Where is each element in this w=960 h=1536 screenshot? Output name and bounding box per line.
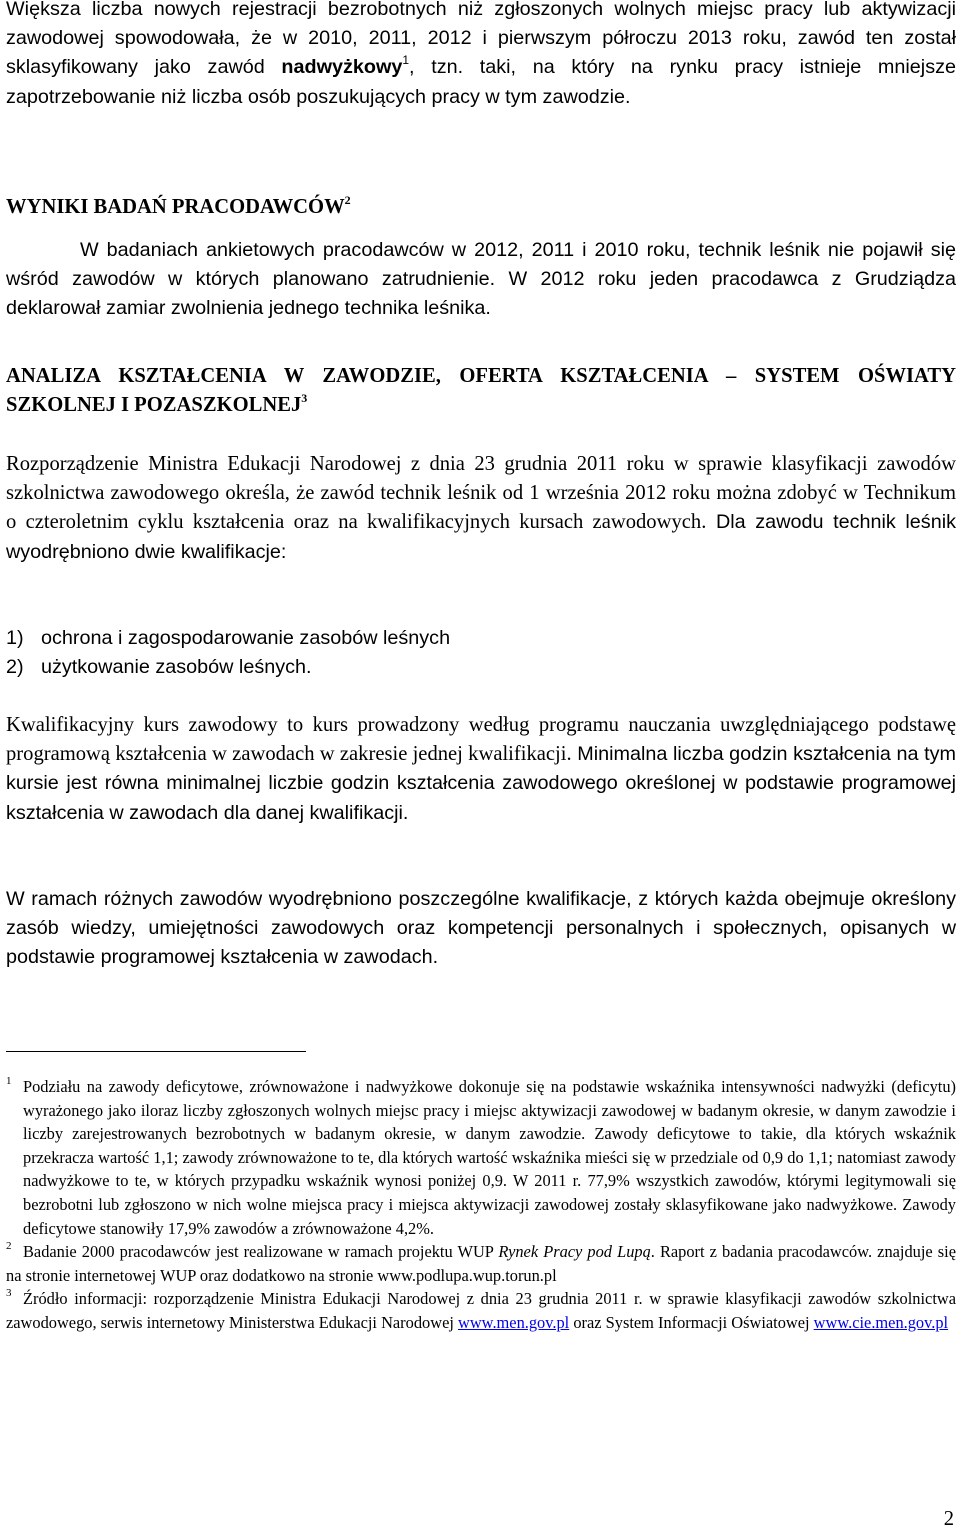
section-heading-education-analysis: ANALIZA KSZTAŁCENIA W ZAWODZIE, OFERTA KSZTAŁCENIA – SYSTEM OŚWIATY SZKOLNEJ I POZASZKOLNEJ$^3$ (6, 365, 956, 417)
intro-paragraph (6, 0, 956, 112)
list-item: 1) ochrona i zagospodarowanie zasobów leśnych (6, 627, 451, 649)
qualifications-list (6, 624, 956, 682)
footnote-ref-1: 1 (402, 53, 410, 68)
employer-survey-paragraph (6, 236, 956, 324)
regulation-paragraph (6, 450, 956, 567)
employer-survey-text-1: W badaniach ankietowych pracodawców w 2012, 2011 i 2010 roku, technik leśnik nie pojawił się wśród zawodów w których planowano zatrudnienie. (6, 239, 956, 291)
footnote-3-mark: 3 (6, 1287, 12, 1300)
course-text-1: Kwalifikacyjny kurs zawodowy to kurs prowadzony według programu nauczania uwzględniającego podstawę programową kształcenia w zawodach w zakresie jednej kwalifikacji. (6, 714, 956, 766)
employer-survey-text-2: W 2012 roku jeden pracodawca z Grudziądza deklarował zamiar zwolnienia jednego technika leśnika. (6, 268, 956, 320)
footnote-separator (6, 1051, 306, 1052)
page-number: 2 (943, 1508, 954, 1530)
course-paragraph (6, 711, 956, 828)
intro-text-2: , tzn. taki, na który na rynku pracy istnieje mniejsze zapotrzebowanie niż liczba osób poszukujących pracy w tym zawodzie. (6, 56, 956, 108)
section-heading-employer-surveys: WYNIKI BADAŃ PRACODAWCÓW$^2$ (6, 193, 351, 218)
footnotes (6, 1075, 956, 1335)
footnote-1-text: Podziału na zawody deficytowe, zrównoważone i nadwyżkowe dokonuje się na podstawie wskaźnika intensywności nadwyżki (deficytu) wyrażonego jako iloraz liczby zgłoszonych wolnych miejsc pracy i miejsc aktywizacji zawodowej w badanym okresie, w danym zawodzie i liczby zarejestrowanych bezrobotnych w badanym okresie, w danym zawodzie. Zawody deficytowe to takie, dla których wskaźnik przekracza wartość 1,1; zawody zrównoważone to te, dla których wartość wskaźnika mieści się w przedziale od 0,9 do 1,1; natomiast zawody nadwyżkowe to te, w których przypadku wskaźnik wynosi poniżej 0,9. W 2011 r. 77,9% wszystkich zawodów, którymi legitymowali się bezrobotni lub zgłoszono w nich wolne miejsca pracy i miejsca aktywizacji zawodowej zostały sklasyfikowane jako nadwyżkowe. Zawody deficytowe stanowiły 17,9% zawodów a zrównoważone 4,2%. (23, 1077, 956, 1238)
course-text-2: Minimalna liczba godzin kształcenia na tym kursie jest równa minimalnej liczbie godzin kształcenia zawodowego określonej w podstawie programowej kształcenia w zawodach dla danej kwalifikacji. (6, 743, 956, 824)
footnote-ref-2: 2 (344, 193, 351, 207)
footnote-2-mark: 2 (6, 1240, 12, 1253)
list-item: 2) użytkowanie zasobów leśnych. (6, 656, 312, 679)
men-link[interactable]: www.men.gov.pl (458, 1312, 570, 1332)
qualifications-paragraph: W ramach różnych zawodów wyodrębniono poszczególne kwalifikacje, z których każda obejmuje określony zasób wiedzy, umiejętności zawodowych oraz kompetencji personalnych i społecznych, opisanych w podstawie programowej kształcenia w zawodach. (6, 888, 956, 969)
intro-bold-term: nadwyżkowy (281, 56, 403, 79)
footnote-3: 3 Źródło informacji: rozporządzenie Ministra Edukacji Narodowej z dnia 23 grudnia 2011 r. w sprawie klasyfikacji zawodów szkolnictwa zawodowego, serwis internetowy Ministerstwa Edukacji Narodowej www.men.gov.pl oraz System Informacji Oświatowej www.cie.men.gov.pl (6, 1287, 956, 1334)
intro-text-1: Większa liczba nowych rejestracji bezrobotnych niż zgłoszonych wolnych miejsc pracy lub aktywizacji zawodowej spowodowała, że w 2010, 2011, 2012 i pierwszym półroczu 2013 roku, zawód ten został sklasyfikowany jako zawód (6, 0, 956, 79)
footnote-1 (6, 1075, 956, 1240)
footnote-2: 2 Badanie 2000 pracodawców jest realizowane w ramach projektu WUP Rynek Pracy pod Lupą. Raport z badania pracodawców. znajduje się na stronie internetowej WUP oraz dodatkowo na stronie www.podlupa.wup.torun.pl (6, 1240, 956, 1287)
project-name: Rynek Pracy pod Lupą (498, 1242, 651, 1262)
cie-link[interactable]: www.cie.men.gov.pl (813, 1312, 949, 1332)
footnote-ref-3: 3 (301, 391, 308, 406)
regulation-text-2: Dla zawodu technik leśnik wyodrębniono dwie kwalifikacje: (6, 511, 956, 563)
regulation-text-1: Rozporządzenie Ministra Edukacji Narodowej z dnia 23 grudnia 2011 roku w sprawie klasyfikacji zawodów szkolnictwa zawodowego określa, że zawód technik leśnik od 1 września 2012 roku można zdobyć w Technikum o czteroletnim cyklu kształcenia oraz na kwalifikacyjnych kursach zawodowych. (6, 453, 956, 534)
footnote-1-mark: 1 (6, 1075, 12, 1087)
